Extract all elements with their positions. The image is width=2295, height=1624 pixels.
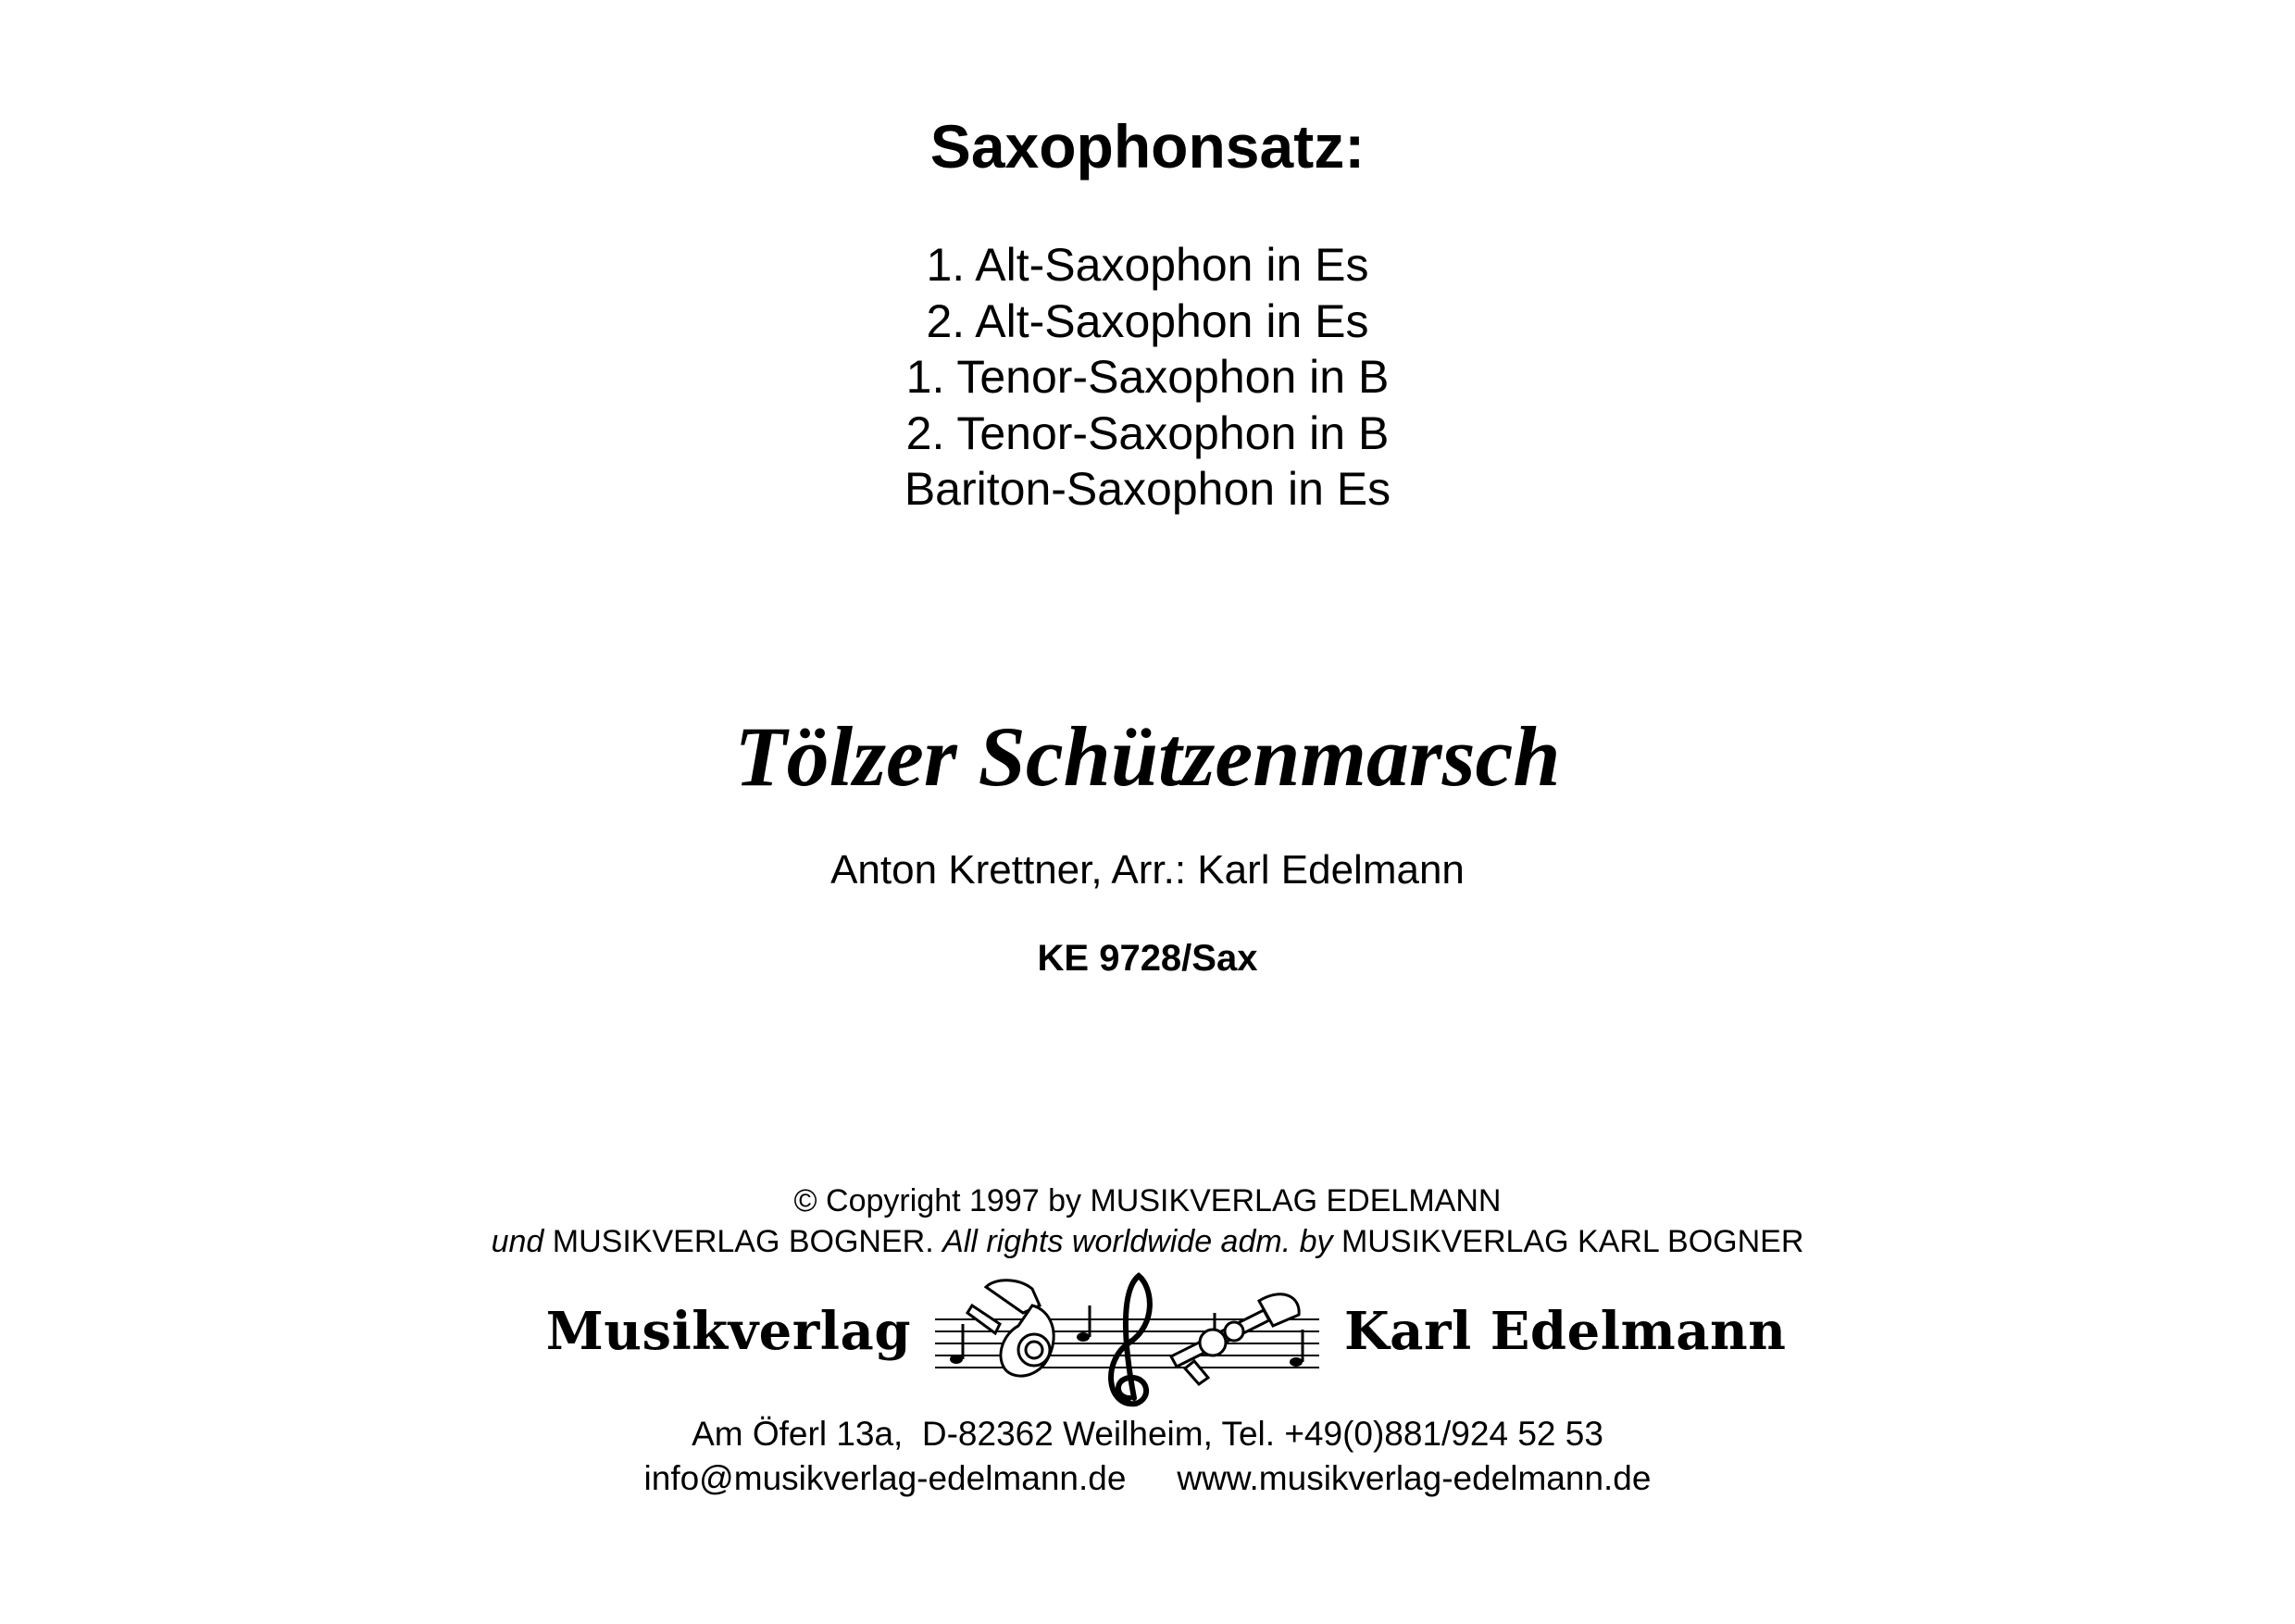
logo-word-musikverlag: Musikverlag — [545, 1301, 911, 1362]
web-contacts — [0, 1456, 2295, 1501]
copyright-und: und — [491, 1224, 544, 1259]
email-link[interactable]: info@musikverlag-edelmann.de — [643, 1459, 1127, 1497]
copyright-bogner: MUSIKVERLAG BOGNER. — [543, 1224, 943, 1259]
copyright-line-2 — [0, 1221, 2295, 1262]
copyright-karl-bogner: MUSIKVERLAG KARL BOGNER — [1332, 1224, 1804, 1259]
treble-clef-instruments-emblem — [930, 1268, 1324, 1407]
logo-word-karl-edelmann: Karl Edelmann — [1344, 1301, 1787, 1362]
instrument-item: 2. Alt-Saxophon in Es — [926, 294, 1369, 347]
composer-arranger-credit: Anton Krettner, Arr.: Karl Edelmann — [830, 847, 1465, 893]
piece-title: Tölzer Schützenmarsch — [734, 709, 1561, 804]
instrument-item: Bariton-Saxophon in Es — [904, 463, 1391, 515]
catalog-number: KE 9728/Sax — [1037, 938, 1258, 979]
instrument-item: 2. Tenor-Saxophon in B — [905, 406, 1390, 459]
instrument-item: 1. Tenor-Saxophon in B — [905, 351, 1390, 403]
instrument-list — [0, 237, 2295, 518]
ensemble-heading: Saxophonsatz: — [929, 112, 1366, 181]
postal-address: Am Öferl 13a, D-82362 Weilheim, Tel. +49(0)881/924 52 53 — [692, 1415, 1603, 1453]
instrument-item: 1. Alt-Saxophon in Es — [926, 239, 1369, 291]
copyright-rights-text: All rights worldwide adm. by — [942, 1224, 1333, 1259]
copyright-notice — [0, 1181, 2295, 1262]
publisher-logo — [0, 1268, 2295, 1407]
copyright-line-1: © Copyright 1997 by MUSIKVERLAG EDELMANN — [793, 1183, 1502, 1218]
website-link[interactable]: www.musikverlag-edelmann.de — [1177, 1459, 1652, 1497]
publisher-contact — [0, 1412, 2295, 1501]
